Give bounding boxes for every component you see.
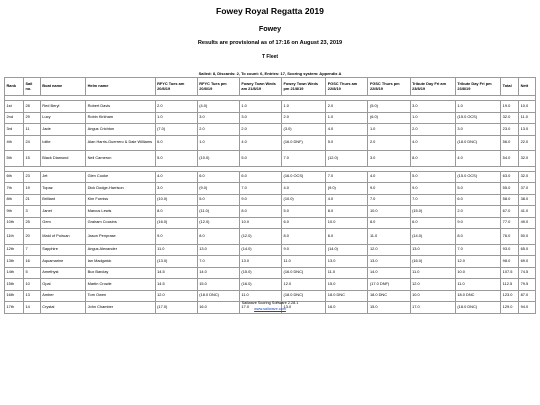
race-2-cell: 2.0 [197, 124, 239, 136]
table-row [5, 256, 536, 268]
race-3-cell: 3.0 [239, 112, 281, 124]
table-row [5, 171, 536, 183]
helm-name-cell: Neil Cameron [86, 151, 156, 167]
race-5-cell: 4.0 [326, 124, 368, 136]
series-summary: Sailed: 8, Discards: 2, To count: 6, Entries: 17, Scoring system: Appendix A [198, 71, 342, 76]
boat-name-cell: Maid of Polruan [40, 229, 85, 245]
race-5-cell: 13.0 [326, 256, 368, 268]
race-2-cell: 3.0 [197, 112, 239, 124]
nett-cell: 10.0 [519, 101, 536, 113]
helm-name-cell: Kim Furniss [86, 194, 156, 206]
table-row [5, 217, 536, 229]
race-4-cell: (16.0 DNC) [282, 267, 326, 279]
race-4-cell: 6.0 [282, 217, 326, 229]
nett-cell: 87.0 [519, 290, 536, 302]
race-5-cell: 11.0 [326, 267, 368, 279]
column-header: FGSC Thurs pm 22/8/19 [368, 78, 410, 96]
race-8-cell: 2.0 [455, 206, 500, 218]
race-4-cell: 11.0 [282, 256, 326, 268]
nett-cell: 37.0 [519, 183, 536, 195]
table-row [5, 151, 536, 167]
column-header: FGSC Thurs am 22/8/19 [326, 78, 368, 96]
helm-name-cell: Dick Dodge-Harrison [86, 183, 156, 195]
race-6-cell: 14.0 [368, 267, 410, 279]
boat-name-cell: Aquamarine [40, 256, 85, 268]
race-5-cell: 8.0 [326, 206, 368, 218]
race-4-cell: (18.0 DNC) [282, 290, 326, 302]
boat-name-cell: Lucy [40, 112, 85, 124]
column-header: Boat name [40, 78, 85, 96]
race-8-cell: (18.0 DNC) [455, 135, 500, 151]
race-6-cell: 13.0 [368, 256, 410, 268]
race-8-cell: 1.0 [455, 101, 500, 113]
race-7-cell: 2.0 [410, 124, 455, 136]
race-7-cell: 3.0 [410, 101, 455, 113]
race-3-cell: (12.0) [239, 229, 281, 245]
helm-name-cell: Robert Davis [86, 101, 156, 113]
race-3-cell: 10.0 [239, 217, 281, 229]
helm-name-cell: John Chamber [86, 302, 156, 314]
nett-cell: 11.0 [519, 112, 536, 124]
helm-name-cell: Tom Owen [86, 290, 156, 302]
total-cell: 55.0 [501, 183, 519, 195]
rank-cell: 5th [5, 151, 24, 167]
race-4-cell: (16.0 OCS) [282, 171, 326, 183]
race-3-cell: 8.0 [239, 206, 281, 218]
race-6-cell: 4.0 [368, 171, 410, 183]
race-3-cell: 9.0 [239, 194, 281, 206]
race-3-cell: 1.0 [239, 101, 281, 113]
race-1-cell: 2.0 [155, 101, 197, 113]
race-7-cell: (15.0) [410, 206, 455, 218]
race-6-cell: 15.0 [368, 302, 410, 314]
race-8-cell: 18.0 DNC [455, 290, 500, 302]
column-header: Tribute Day Fri pm 23/8/19 [455, 78, 500, 96]
sail-no-cell: 15 [23, 151, 40, 167]
boat-name-cell: Sapphire [40, 244, 85, 256]
table-row [5, 267, 536, 279]
total-cell: 98.0 [501, 256, 519, 268]
total-cell: 67.0 [501, 206, 519, 218]
helm-name-cell: Ian Madgwick [86, 256, 156, 268]
column-header: Fowey Town Weds pm 21/8/19 [282, 78, 326, 96]
helm-name-cell: Graham Cousins [86, 217, 156, 229]
race-7-cell: 4.0 [410, 135, 455, 151]
boat-name-cell: Iolite [40, 135, 85, 151]
race-3-cell: (14.0) [239, 244, 281, 256]
column-header: RFYC Tues pm 20/8/19 [197, 78, 239, 96]
race-5-cell: 4.0 [326, 194, 368, 206]
total-cell: 56.0 [501, 135, 519, 151]
table-row [5, 290, 536, 302]
race-7-cell: (14.0) [410, 229, 455, 245]
race-5-cell: 16.0 [326, 302, 368, 314]
race-2-cell: (4.0) [197, 101, 239, 113]
total-cell: 112.5 [501, 279, 519, 291]
boat-name-cell: Red Beryl [40, 101, 85, 113]
rank-cell: 15th [5, 279, 24, 291]
race-6-cell: 2.0 [368, 135, 410, 151]
race-8-cell: 7.0 [455, 244, 500, 256]
race-2-cell: 5.0 [197, 194, 239, 206]
total-cell: 63.0 [501, 171, 519, 183]
race-4-cell: (10.0) [282, 194, 326, 206]
race-8-cell: 12.0 [455, 256, 500, 268]
club-name: Fowey [258, 24, 282, 33]
race-8-cell: 6.0 [455, 194, 500, 206]
race-1-cell: 14.5 [155, 267, 197, 279]
race-7-cell: 17.0 [410, 302, 455, 314]
race-2-cell: (11.0) [197, 206, 239, 218]
race-5-cell: 6.0 [326, 229, 368, 245]
table-header-row [5, 78, 536, 96]
sail-no-cell: 16 [23, 256, 40, 268]
helm-name-cell: Glen Cooke [86, 171, 156, 183]
helm-name-cell: Jason Penprase [86, 229, 156, 245]
sail-no-cell: 24 [23, 135, 40, 151]
nett-cell: 41.0 [519, 206, 536, 218]
rank-cell: 12th [5, 244, 24, 256]
sail-no-cell: 20 [23, 229, 40, 245]
race-8-cell: 4.0 [455, 151, 500, 167]
column-header: Helm name [86, 78, 156, 96]
boat-name-cell: Amber [40, 290, 85, 302]
race-8-cell: (15.0 OCS) [455, 171, 500, 183]
race-2-cell: 1.0 [197, 135, 239, 151]
race-6-cell: 3.0 [368, 151, 410, 167]
race-6-cell: 11.0 [368, 229, 410, 245]
race-4-cell: 2.0 [282, 112, 326, 124]
boat-name-cell: Gem [40, 217, 85, 229]
race-6-cell: 18.0 DNC [368, 290, 410, 302]
race-1-cell: 14.5 [155, 279, 197, 291]
table-row [5, 194, 536, 206]
total-cell: 107.5 [501, 267, 519, 279]
race-6-cell: 10.0 [368, 206, 410, 218]
total-cell: 23.0 [501, 124, 519, 136]
total-cell: 76.0 [501, 229, 519, 245]
race-3-cell: (16.0) [239, 279, 281, 291]
nett-cell: 32.0 [519, 151, 536, 167]
race-5-cell: (14.0) [326, 244, 368, 256]
race-3-cell: 2.0 [239, 124, 281, 136]
race-1-cell: 9.0 [155, 229, 197, 245]
race-7-cell: (16.0) [410, 256, 455, 268]
race-2-cell: 14.0 [197, 267, 239, 279]
race-2-cell: 13.0 [197, 244, 239, 256]
sail-no-cell: 3 [23, 206, 40, 218]
nett-cell: 79.5 [519, 279, 536, 291]
total-cell: 54.0 [501, 151, 519, 167]
race-8-cell: 10.0 [455, 267, 500, 279]
nett-cell: 74.5 [519, 267, 536, 279]
race-8-cell: 8.0 [455, 229, 500, 245]
race-1-cell: (10.0) [155, 194, 197, 206]
sail-no-cell: 28 [23, 101, 40, 113]
race-5-cell: 5.0 [326, 135, 368, 151]
total-cell: 77.0 [501, 217, 519, 229]
total-cell: 129.0 [501, 302, 519, 314]
race-8-cell: 11.0 [455, 279, 500, 291]
sail-no-cell: 10 [23, 279, 40, 291]
table-row [5, 206, 536, 218]
race-4-cell: 7.0 [282, 151, 326, 167]
race-6-cell: (17.0 DNF) [368, 279, 410, 291]
column-header: Sail no. [23, 78, 40, 96]
boat-name-cell: Opal [40, 279, 85, 291]
race-5-cell: 15.0 [326, 279, 368, 291]
rank-cell: 6th [5, 171, 24, 183]
race-5-cell: (12.0) [326, 151, 368, 167]
nett-cell: 22.0 [519, 135, 536, 151]
table-row [5, 183, 536, 195]
race-1-cell: 5.0 [155, 151, 197, 167]
results-table [4, 77, 536, 314]
table-row [5, 112, 536, 124]
nett-cell: 65.0 [519, 244, 536, 256]
boat-name-cell: Jet [40, 171, 85, 183]
race-1-cell: 3.0 [155, 183, 197, 195]
race-5-cell: 1.0 [326, 112, 368, 124]
boat-name-cell: Brilliant [40, 194, 85, 206]
sail-no-cell: 23 [23, 171, 40, 183]
race-7-cell: 5.0 [410, 171, 455, 183]
race-6-cell: 7.0 [368, 194, 410, 206]
race-1-cell: 8.0 [155, 206, 197, 218]
helm-name-cell: Robin Kirkham [86, 112, 156, 124]
race-8-cell: 3.0 [455, 124, 500, 136]
race-2-cell: 15.0 [197, 279, 239, 291]
table-row [5, 229, 536, 245]
race-8-cell: 5.0 [455, 183, 500, 195]
boat-name-cell: Crystal [40, 302, 85, 314]
race-4-cell: 12.0 [282, 279, 326, 291]
race-5-cell: (9.0) [326, 183, 368, 195]
race-5-cell: 18.0 DNC [326, 290, 368, 302]
rank-cell: 8th [5, 194, 24, 206]
race-6-cell: 8.0 [368, 217, 410, 229]
boat-name-cell: Amethyst [40, 267, 85, 279]
rank-cell: 10th [5, 217, 24, 229]
nett-cell: 38.0 [519, 194, 536, 206]
race-4-cell: 9.0 [282, 244, 326, 256]
race-5-cell: 2.0 [326, 101, 368, 113]
race-3-cell: 6.0 [239, 171, 281, 183]
sail-no-cell: 14 [23, 302, 40, 314]
race-8-cell: (18.0 DNC) [455, 302, 500, 314]
race-1-cell: 6.0 [155, 135, 197, 151]
race-6-cell: 12.0 [368, 244, 410, 256]
nett-cell: 49.0 [519, 217, 536, 229]
table-row [5, 135, 536, 151]
column-header: Nett [519, 78, 536, 96]
race-7-cell: 1.0 [410, 112, 455, 124]
total-cell: 123.0 [501, 290, 519, 302]
sail-no-cell: 29 [23, 112, 40, 124]
race-7-cell: 7.0 [410, 194, 455, 206]
sail-no-cell: 5 [23, 267, 40, 279]
race-7-cell: 6.0 [410, 217, 455, 229]
race-1-cell: 1.0 [155, 112, 197, 124]
race-2-cell: 8.0 [197, 229, 239, 245]
rank-cell: 13th [5, 256, 24, 268]
sailwave-link[interactable]: www.sailwave.com [254, 307, 286, 311]
column-header: Fowey Town Weds am 21/8/19 [239, 78, 281, 96]
boat-name-cell: Janet [40, 206, 85, 218]
software-credit: Sailwave Scoring Software 2.28.1 [241, 301, 299, 305]
provisional-note: Results are provisional as of 17:16 on August 23, 2019 [197, 40, 343, 46]
race-7-cell: 10.0 [410, 290, 455, 302]
race-4-cell: 1.0 [282, 101, 326, 113]
column-header: Rank [5, 78, 24, 96]
race-6-cell: 1.0 [368, 124, 410, 136]
race-2-cell: (18.0 DNC) [197, 290, 239, 302]
race-4-cell: 5.0 [282, 206, 326, 218]
helm-name-cell: Martin Crowle [86, 279, 156, 291]
rank-cell: 17th [5, 302, 24, 314]
race-2-cell: (10.0) [197, 151, 239, 167]
race-6-cell: (5.0) [368, 101, 410, 113]
race-3-cell: 4.0 [239, 135, 281, 151]
race-1-cell: (13.0) [155, 256, 197, 268]
race-2-cell: 16.0 [197, 302, 239, 314]
rank-cell: 3rd [5, 124, 24, 136]
table-row [5, 124, 536, 136]
race-5-cell: 7.0 [326, 171, 368, 183]
race-1-cell: (7.0) [155, 124, 197, 136]
column-header: Total [501, 78, 519, 96]
race-4-cell: (16.0 DNF) [282, 135, 326, 151]
column-header: RFYC Tues am 20/8/19 [155, 78, 197, 96]
fleet-name: T Fleet [261, 54, 279, 60]
table-row [5, 279, 536, 291]
race-1-cell: 12.0 [155, 290, 197, 302]
race-2-cell: (12.0) [197, 217, 239, 229]
helm-name-cell: Bux Barclay [86, 267, 156, 279]
helm-name-cell: Marcus Lewis [86, 206, 156, 218]
race-3-cell: 5.0 [239, 151, 281, 167]
race-2-cell: 6.0 [197, 171, 239, 183]
total-cell: 93.0 [501, 244, 519, 256]
race-3-cell: 7.0 [239, 183, 281, 195]
total-cell: 32.0 [501, 112, 519, 124]
table-row [5, 244, 536, 256]
race-5-cell: 10.0 [326, 217, 368, 229]
race-2-cell: (9.0) [197, 183, 239, 195]
column-header: Tribute Day Fri am 23/8/19 [410, 78, 455, 96]
boat-name-cell: Black Diamond [40, 151, 85, 167]
race-3-cell: (15.0) [239, 267, 281, 279]
rank-cell: 7th [5, 183, 24, 195]
sail-no-cell: 19 [23, 183, 40, 195]
race-8-cell: (15.0 OCS) [455, 112, 500, 124]
nett-cell: 69.0 [519, 256, 536, 268]
race-6-cell: 9.0 [368, 183, 410, 195]
race-4-cell: 8.0 [282, 229, 326, 245]
rank-cell: 2nd [5, 112, 24, 124]
rank-cell: 14th [5, 267, 24, 279]
race-3-cell: 17.0 [239, 302, 281, 314]
sail-no-cell: 25 [23, 217, 40, 229]
nett-cell: 50.0 [519, 229, 536, 245]
sail-no-cell: 13 [23, 290, 40, 302]
race-4-cell: (3.0) [282, 124, 326, 136]
race-1-cell: 11.0 [155, 244, 197, 256]
nett-cell: 32.0 [519, 171, 536, 183]
rank-cell: 4th [5, 135, 24, 151]
race-1-cell: (17.0) [155, 302, 197, 314]
race-4-cell: 13.0 [282, 302, 326, 314]
boat-name-cell: Topaz [40, 183, 85, 195]
race-6-cell: (6.0) [368, 112, 410, 124]
regatta-title: Fowey Royal Regatta 2019 [216, 6, 324, 16]
race-7-cell: 8.0 [410, 151, 455, 167]
race-2-cell: 7.0 [197, 256, 239, 268]
helm-name-cell: Angus Alexander [86, 244, 156, 256]
nett-cell: 94.0 [519, 302, 536, 314]
race-3-cell: 11.0 [239, 290, 281, 302]
race-7-cell: 11.0 [410, 267, 455, 279]
helm-name-cell: Angus Crichton [86, 124, 156, 136]
boat-name-cell: Jade [40, 124, 85, 136]
race-7-cell: 13.0 [410, 244, 455, 256]
race-8-cell: 9.0 [455, 217, 500, 229]
rank-cell: 16th [5, 290, 24, 302]
race-4-cell: 4.0 [282, 183, 326, 195]
rank-cell: 11th [5, 229, 24, 245]
race-1-cell: (16.0) [155, 217, 197, 229]
race-3-cell: 13.0 [239, 256, 281, 268]
race-7-cell: 12.0 [410, 279, 455, 291]
race-1-cell: 4.0 [155, 171, 197, 183]
total-cell: 19.0 [501, 101, 519, 113]
total-cell: 58.0 [501, 194, 519, 206]
helm-name-cell: Alan Harris-Guerrero & Dale Williams [86, 135, 156, 151]
sail-no-cell: 11 [23, 124, 40, 136]
rank-cell: 1st [5, 101, 24, 113]
rank-cell: 9th [5, 206, 24, 218]
sail-no-cell: 7 [23, 244, 40, 256]
race-7-cell: 9.0 [410, 183, 455, 195]
table-row [5, 101, 536, 113]
nett-cell: 13.0 [519, 124, 536, 136]
sail-no-cell: 21 [23, 194, 40, 206]
